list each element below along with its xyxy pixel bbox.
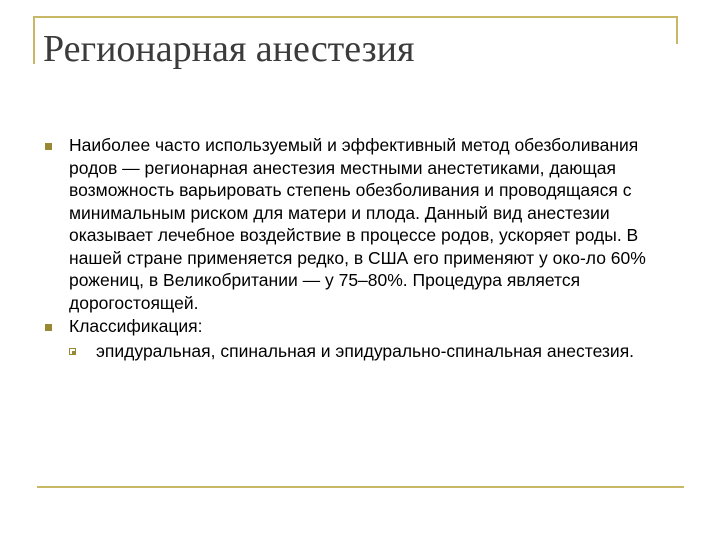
slide-content (43, 134, 675, 362)
checkbox-bullet-icon (69, 348, 76, 355)
bullet-item (43, 134, 675, 314)
sub-bullet-item (69, 340, 675, 363)
square-bullet-icon (45, 324, 52, 331)
frame-left-line (33, 16, 35, 64)
square-bullet-icon (45, 143, 52, 150)
bullet-text: Классификация: (69, 316, 203, 336)
bullet-text: Наиболее часто используемый и эффективный метод обезболивания родов — регионарная анестезия местными анестетиками, дающая возможность варьировать степень обезболивания и проводящаяся с минимальным риском для матери и плода. Данный вид анестезии оказывает лечебное воздействие в процессе родов, ускоряет роды. В нашей стране применяется редко, в США его применяют у око-ло 60% рожениц, в Великобритании — у 75–80%. Процедура является дорогостоящей. (69, 135, 646, 313)
frame-right-line (676, 16, 678, 44)
frame-bottom-line (37, 486, 684, 488)
frame-top-line (33, 16, 678, 18)
bullet-item (43, 315, 675, 338)
sub-bullet-text: эпидуральная, спинальная и эпидурально-спинальная анестезия. (96, 340, 635, 361)
slide-title: Регионарная анестезия (43, 28, 415, 70)
